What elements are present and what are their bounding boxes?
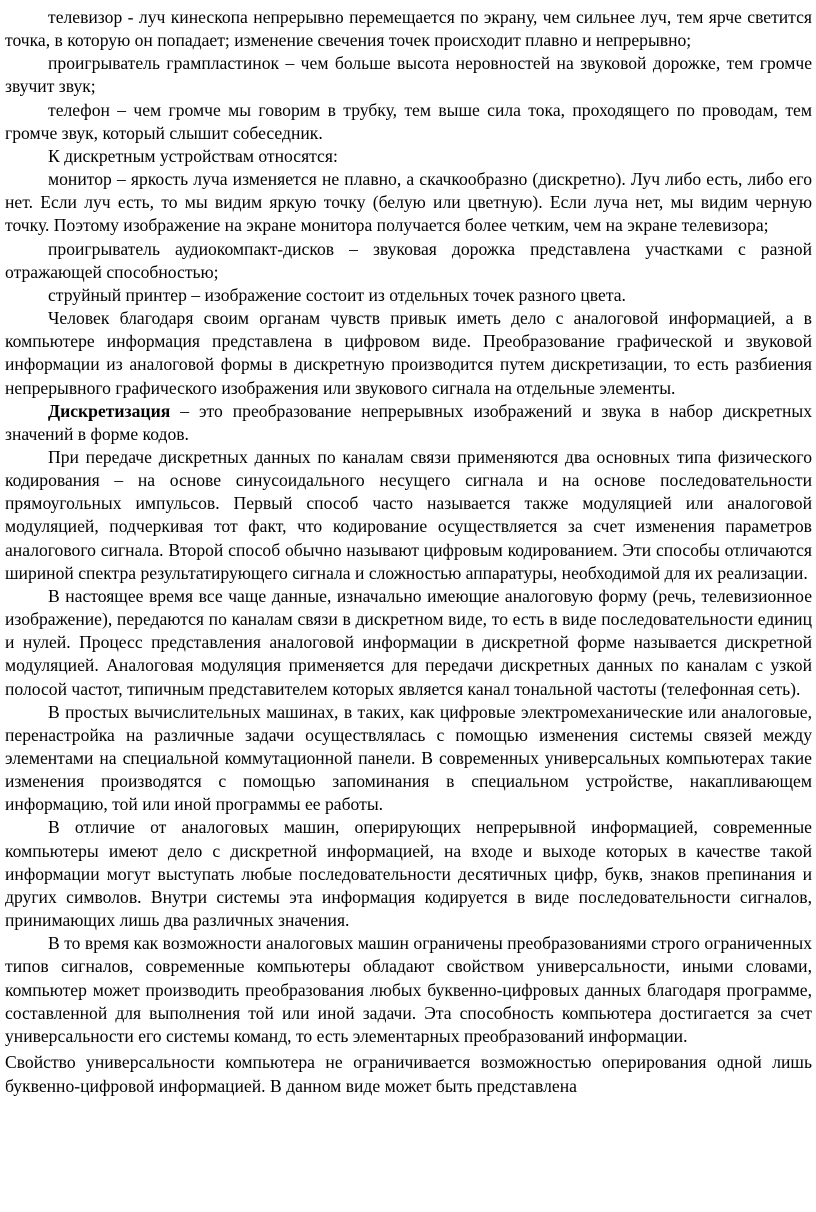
paragraph-tv: телевизор - луч кинескопа непрерывно перемещается по экрану, чем сильнее луч, тем ярче светится точка, в которую он попадает; изменение свечения точек происходит плавно и непрерывно;: [5, 7, 812, 51]
sampling-definition-text: – это преобразование непрерывных изображений и звука в набор дискретных значений в форме кодов.: [5, 400, 812, 444]
paragraph-sampling-definition: [5, 400, 812, 446]
paragraph-coding: При передаче дискретных данных по каналам связи применяются два основных типа физического кодирования – на основе синусоидального несущего сигнала и на основе последовательности прямоугольных импульсов. Первый способ часто называется также модуляцией или аналоговой модуляцией, подчеркивая тот факт, что кодирование осуществляется за счет изменения параметров аналогового сигнала. Второй способ обычно называют цифровым кодированием. Эти способы отличаются шириной спектра результатирующего сигнала и сложностью аппаратуры, необходимой для их реализации.: [5, 446, 812, 583]
paragraph-monitor: монитор – яркость луча изменяется не плавно, а скачкообразно (дискретно). Луч либо есть, либо его нет. Если луч есть, то мы видим яркую точку (белую или цветную). Если луча нет, мы видим черную точку. Поэтому изображение на экране монитора получается более четким, чем на экране телевизора;: [5, 169, 812, 236]
paragraph-human: Человек благодаря своим органам чувств привык иметь дело с аналоговой информацией, а в компьютере информация представлена в цифровом виде. Преобразование графической и звуковой информации из аналоговой формы в дискретную производится путем дискретизации, то есть разбиения непрерывного графического изображения или звукового сигнала на отдельные элементы.: [5, 308, 812, 398]
term-sampling: Дискретизация: [48, 400, 171, 421]
paragraph-phone: телефон – чем громче мы говорим в трубку, тем выше сила тока, проходящего по проводам, тем громче звук, который слышит собеседник.: [5, 99, 812, 143]
paragraph-printer: струйный принтер – изображение состоит из отдельных точек разного цвета.: [48, 284, 626, 305]
paragraph-simple-machines: В простых вычислительных машинах, в таких, как цифровые электромеханические или аналоговые, перенастройка на различные задачи осуществлялась с помощью изменения системы связей между элементами на специальной коммутационной панели. В современных универсальных компьютерах такие изменения производятся с помощью запоминания в специальном устройстве, накапливающем информацию, той или иной программы ее работы.: [5, 701, 812, 815]
paragraph-discrete-intro: К дискретным устройствам относятся:: [48, 145, 338, 166]
paragraph-nowadays: В настоящее время все чаще данные, изначально имеющие аналоговую форму (речь, телевизионное изображение), передаются по каналам связи в дискретном виде, то есть в виде последовательности единиц и нулей. Процесс представления аналоговой информации в дискретной форме называется дискретной модуляцией. Аналоговая модуляция применяется для передачи дискретных данных по каналам с узкой полосой частот, типичным представителем которых является канал тональной частоты (телефонная сеть).: [5, 585, 812, 699]
paragraph-record-player: проигрыватель грампластинок – чем больше высота неровностей на звуковой дорожке, тем громче звучит звук;: [5, 53, 812, 97]
paragraph-unlike-analog: В отличие от аналоговых машин, оперирующих непрерывной информацией, современные компьютеры имеют дело с дискретной информацией, на входе и выходе которых в качестве такой информации могут выступать любые последовательности десятичных цифр, букв, знаков препинания и других символов. Внутри системы эта информация кодируется в виде последовательности сигналов, принимающих лишь два различных значения.: [5, 817, 812, 931]
paragraph-cd-player: проигрыватель аудиокомпакт-дисков – звуковая дорожка представлена участками с разной отражающей способностью;: [5, 238, 812, 282]
paragraph-universality: В то время как возможности аналоговых машин ограничены преобразованиями строго ограниченных типов сигналов, современные компьютеры обладают свойством универсальности, иными словами, компьютер может производить преобразования любых буквенно-цифровых данных благодаря программе, составленной для выполнения той или иной задачи. Эта способность компьютера достигается за счет универсальности его системы команд, то есть элементарных преобразований информации.: [5, 933, 812, 1046]
paragraph-property: Свойство универсальности компьютера не ограничивается возможностью оперирования одной лишь буквенно-цифровой информацией. В данном виде может быть представлена: [5, 1052, 812, 1097]
